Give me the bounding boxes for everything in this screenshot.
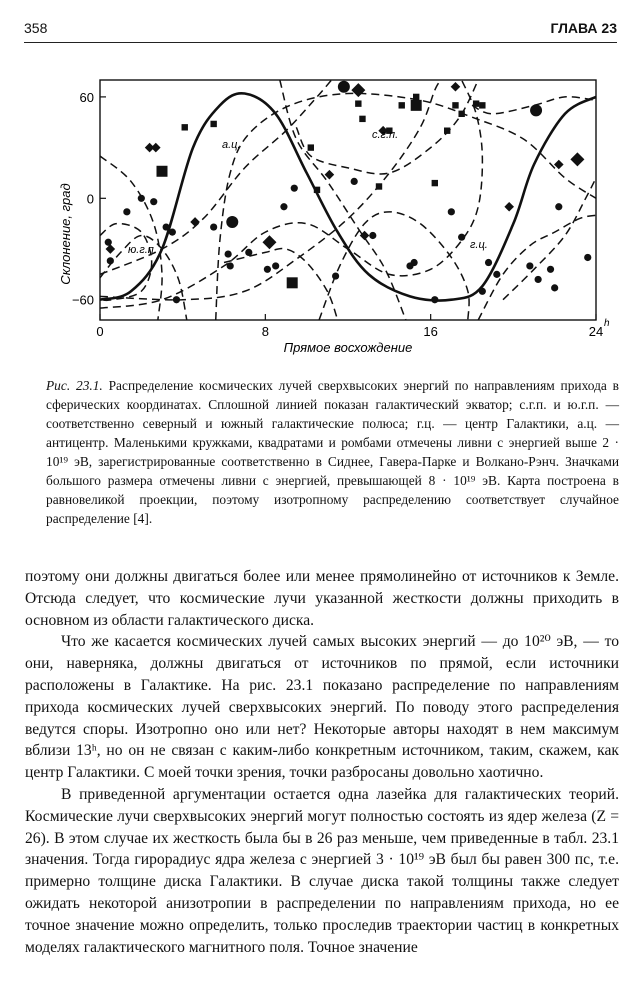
- circle-point: [123, 208, 130, 215]
- label-galactic-center: г.ц.: [470, 239, 488, 251]
- grid-curve-4: [100, 80, 482, 308]
- diamond-point: [451, 82, 461, 92]
- label-anticenter: а.ц.: [222, 139, 241, 151]
- x-tick-label: 0: [96, 324, 104, 339]
- circle-point: [493, 271, 500, 278]
- circle-point: [107, 257, 114, 264]
- x-axis-label: Прямое восхождение: [283, 340, 413, 355]
- circle-point: [369, 232, 376, 239]
- large-diamond-point: [570, 152, 584, 166]
- label-south-pole: ю.г.п.: [128, 244, 157, 256]
- large-square-point: [411, 100, 422, 111]
- x-tick-label: 16: [423, 324, 438, 339]
- circle-point: [458, 234, 465, 241]
- circle-point: [280, 203, 287, 210]
- large-circle-point: [530, 104, 542, 116]
- square-point: [210, 121, 216, 127]
- diamond-point: [151, 143, 161, 153]
- circle-point: [272, 262, 279, 269]
- large-circle-point: [338, 81, 350, 93]
- grid-curve-13: [503, 178, 596, 300]
- grid-curve-12: [478, 215, 596, 320]
- circle-point: [535, 276, 542, 283]
- x-tick-label: 8: [261, 324, 269, 339]
- square-point: [458, 111, 464, 117]
- diamond-point: [325, 170, 335, 180]
- large-square-point: [157, 166, 168, 177]
- circle-point: [351, 178, 358, 185]
- square-point: [479, 102, 485, 108]
- y-tick-label: 0: [86, 191, 94, 207]
- square-point: [452, 102, 458, 108]
- page-number: 358: [24, 20, 48, 36]
- large-circle-point: [226, 216, 238, 228]
- square-point: [314, 187, 320, 193]
- circle-point: [485, 259, 492, 266]
- circle-point: [551, 284, 558, 291]
- y-tick-label: −60: [71, 292, 94, 308]
- grid-curve-7: [216, 93, 596, 320]
- large-diamond-point: [351, 83, 365, 97]
- circle-point: [264, 266, 271, 273]
- large-diamond-point: [262, 235, 276, 249]
- circle-point: [245, 249, 252, 256]
- circle-point: [291, 185, 298, 192]
- square-point: [413, 94, 419, 100]
- grid-curve-8: [280, 80, 406, 320]
- caption-label: Рис. 23.1.: [46, 378, 103, 393]
- square-point: [355, 100, 361, 106]
- circle-point: [225, 250, 232, 257]
- paragraph-1: поэтому они должны двигаться более или менее прямолинейно от источников к Земле. Отсюда следует, что космические лучи указанной жесткости должны приходить в основном из области галактического диска.: [25, 568, 619, 629]
- circle-point: [173, 296, 180, 303]
- page-header: [24, 18, 617, 43]
- diamond-point: [190, 217, 200, 227]
- chapter-title: ГЛАВА 23: [550, 20, 617, 36]
- circle-point: [526, 262, 533, 269]
- grid-curve-10: [296, 80, 478, 174]
- circle-point: [227, 262, 234, 269]
- circle-point: [555, 203, 562, 210]
- circle-point: [138, 195, 145, 202]
- caption-text: Распределение космических лучей сверхвысоких энергий по направлениям прихода в сферических координатах. Сплошной линией показан галактический экватор; с.г.п. и ю.г.п. — соответственно северный и южный галактические полюса; г.ц. — центр Галактики, а.ц. — антицентр. Маленькими кружками, квадратами и ромбами отмечены ливни с энергией выше 2 · 10¹⁹ эВ, зарегистрированные соответственно в Сиднее, Гавера-Парке и Волкано-Рэнч. Значками большого размера отмечены ливни с энергией, превышающей 8 · 10¹⁹ эВ. Карта построена в равновеликой проекции, поэтому изотропному распределению соответствует случайное распределение [4].: [46, 378, 619, 526]
- circle-point: [431, 296, 438, 303]
- grid-curve-14: [224, 248, 338, 320]
- circle-point: [169, 229, 176, 236]
- diamond-point: [554, 160, 564, 170]
- square-point: [308, 144, 314, 150]
- circle-point: [479, 288, 486, 295]
- grid-curve-9: [319, 212, 469, 320]
- x-tick-label: 24: [588, 324, 604, 339]
- large-square-point: [287, 277, 298, 288]
- square-point: [359, 116, 365, 122]
- square-point: [182, 124, 188, 130]
- y-tick-label: 60: [79, 89, 94, 105]
- data-points: [105, 81, 592, 304]
- square-point: [399, 102, 405, 108]
- square-point: [376, 183, 382, 189]
- diamond-point: [504, 202, 514, 212]
- body-text: [25, 566, 619, 958]
- y-axis-label: Склонение, град: [58, 183, 73, 285]
- figure-caption: [46, 376, 619, 528]
- circle-point: [584, 254, 591, 261]
- square-point: [473, 100, 479, 106]
- paragraph-2: Что же касается космических лучей самых высоких энергий — до 10²⁰ эВ, — то они, наверняка, должны двигаться от источников по прямой, если источники расположены в Галактике. На рис. 23.1 показано распределение по направлениям прихода космических лучей сверхвысоких энергий. По поводу этого распределения ведутся споры. Изотропно оно или нет? Некоторые авторы находят в нем максимум вблизи 13ʰ, но он не связан с каким-либо конкретным источником, таким, скажем, как центр Галактики. С моей точки зрения, точки разбросаны довольно хаотично.: [25, 633, 619, 782]
- square-point: [432, 180, 438, 186]
- circle-point: [448, 208, 455, 215]
- circle-point: [150, 198, 157, 205]
- grid-curve-1: [100, 156, 162, 320]
- circle-point: [163, 223, 170, 230]
- square-point: [444, 128, 450, 134]
- label-north-pole: с.г.п.: [372, 129, 399, 141]
- circle-point: [332, 272, 339, 279]
- diamond-point: [106, 244, 116, 254]
- paragraph-3: В приведенной аргументации остается одна лазейка для галактических теорий. Космические лучи сверхвысоких энергий могут полностью состоять из ядер железа (Z = 26). В этом случае их жесткость была бы в 26 раз меньше, чем приведенные в табл. 23.1 значения. Тогда гирорадиус ядра железа с энергией 3 · 10¹⁹ эВ был бы равен 300 пс, т.е. примерно толщине диска Галактики. В случае диска такой толщины также следует ожидать некоторой анизотропии в распределении по направлениям прихода, но ее точное значение можно определить, только проследив траектории частиц в конкретных моделях галактического магнитного поля. Точное значение: [25, 785, 619, 956]
- circle-point: [210, 223, 217, 230]
- circle-point: [411, 259, 418, 266]
- figure-23-1: [24, 62, 624, 367]
- circle-point: [547, 266, 554, 273]
- x-unit-label: h: [604, 318, 610, 329]
